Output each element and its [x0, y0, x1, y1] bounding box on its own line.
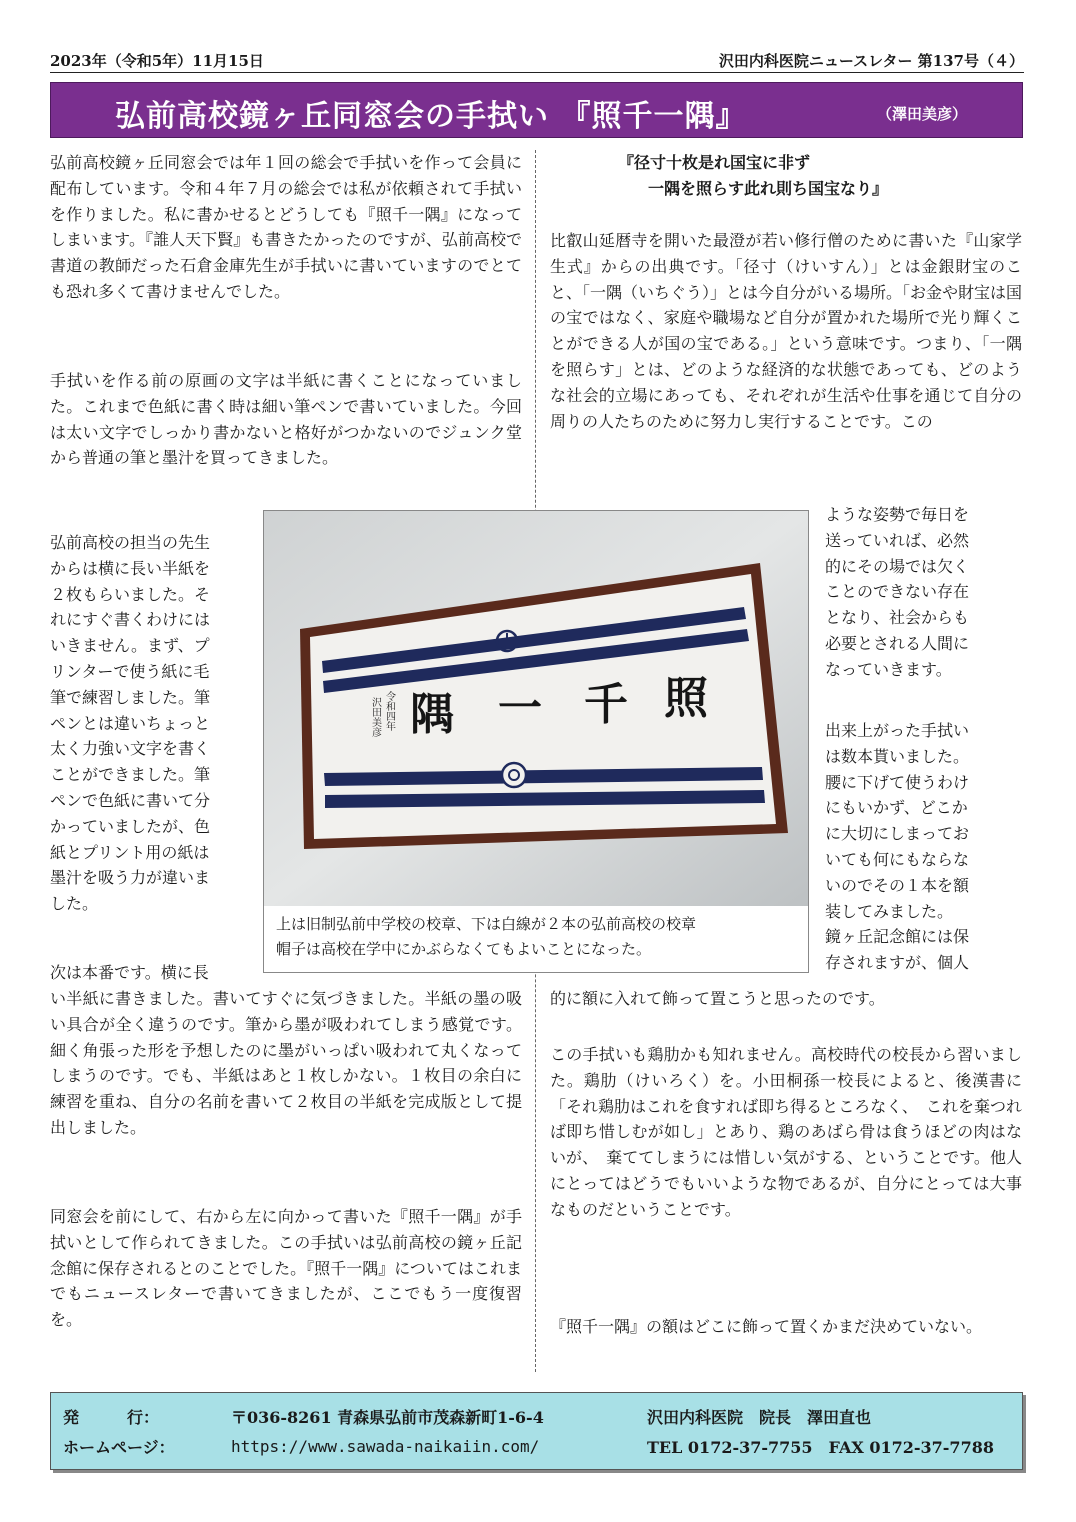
calligraphy-char: 一	[498, 683, 542, 734]
left-paragraph-5: 同窓会を前にして、右から左に向かって書いた『照千一隅』が手拭いとして作られてきました。この手拭いは弘前高校の鏡ヶ丘記念館に保存されるとのことでした。『照千一隅』についてはこれまでもニュースレターで書いてきましたが、ここでもう一度復習を。	[50, 1207, 522, 1330]
right-paragraph-1: 比叡山延暦寺を開いた最澄が若い修行僧のために書いた『山家学生式』からの出典です。「径寸（けいすん）」とは金銀財宝のこと、「一隅（いちぐう）」とは今自分がいる場所。「お金や財宝は国の宝ではなく、家庭や職場など自分が置かれた場所で光り輝くことができる人が国の宝である。」という意味です。つまり、「一隅を照らす」とは、どのような経済的な状態であっても、どのような社会的立場にあっても、それぞれが生活や仕事を通じて自分の周りの人たちのために努力し実行することです。この	[550, 231, 1023, 431]
quote-line-1: 『径寸十枚是れ国宝に非ず	[618, 153, 811, 172]
right-paragraph-3: 出来上がった手拭い は数本貰いました。 腰に下げて使うわけ にもいかず、どこか に大切にしまってお いても何にもならな いのでその１本を額 装してみました。 鏡ヶ丘記念館には保 存されますが、個人	[825, 721, 970, 973]
publisher-label: 発 行：	[63, 1408, 160, 1427]
article-title: 弘前高校鏡ヶ丘同窓会の手拭い 『照千一隅』	[115, 99, 747, 134]
article-title-bar	[50, 82, 1023, 138]
left-paragraph-2: 手拭いを作る前の原画の文字は半紙に書くことになっていました。これまで色紙に書く時は細い筆ペンで書いていました。今回は太い文字でしっかり書かないと格好がつかないのでジュンク堂から普通の筆と墨汁を買ってきました。	[50, 371, 522, 468]
article-author: （澤田美彦）	[877, 105, 968, 123]
left-paragraph-4-start: 次は本番です。横に長	[50, 963, 209, 982]
signature-name: 沢田美彦	[369, 697, 381, 737]
publisher-footer	[50, 1392, 1023, 1470]
homepage-label: ホームページ：	[63, 1438, 175, 1457]
newsletter-issue: 沢田内科医院ニュースレター 第137号（４）	[718, 52, 1024, 70]
right-paragraph-5: 『照千一隅』の額はどこに飾って置くかまだ決めていない。	[550, 1317, 983, 1336]
calligraphy-char: 隅	[410, 689, 454, 740]
publisher-address: 〒036-8261 青森県弘前市茂森新町1-6-4	[231, 1408, 544, 1427]
right-paragraph-3-end: 的に額に入れて飾って置こうと思ったのです。	[550, 989, 885, 1008]
left-paragraph-3: 弘前高校の担当の先生 からは横に長い半紙を ２枚もらいました。そ れにすぐ書くわけには いきません。まず、プ リンターで使う紙に毛 筆で練習しました。筆 ペンとは違いちょっと 太く力強い文字を書く ことができました。筆 ペンで色紙に書いて分 かっていましたが、色 紙とプリント用の紙は 墨汁を吸う力が違いま した。	[50, 533, 211, 914]
calligraphy-char: 照	[664, 673, 708, 724]
newsletter-date: 2023年（令和5年）11月15日	[50, 52, 264, 70]
homepage-link[interactable]: https://www.sawada-naikaiin.com/	[231, 1437, 540, 1456]
quote-line-2: 一隅を照らす此れ則ち国宝なり』	[648, 179, 889, 198]
photo-figure	[263, 510, 809, 973]
clinic-director: 沢田内科医院 院長 澤田直也	[647, 1408, 872, 1427]
contact-phone-fax: TEL 0172-37-7755 FAX 0172-37-7788	[647, 1438, 994, 1457]
signature-date: 令和四年	[383, 691, 395, 731]
right-paragraph-2: ような姿勢で毎日を 送っていれば、必然 的にその場では欠く ことのできない存在 となり、社会からも 必要とされる人間に なっていきます。	[825, 505, 970, 679]
photo-caption: 上は旧制弘前中学校の校章、下は白線が２本の弘前高校の校章 帽子は高校在学中にかぶらなくてもよいことになった。	[276, 915, 697, 958]
calligraphy-char: 千	[584, 679, 628, 730]
left-paragraph-4: い半紙に書きました。書いてすぐに気づきました。半紙の墨の吸い具合が全く違うのです。筆から墨が吸われてしまう感覚です。細く角張った形を予想したのに墨がいっぱい吸われて丸くなってしまうのです。でも、半紙はあと１枚しかない。１枚目の余白に練習を重ね、自分の名前を書いて２枚目の半紙を完成版として提出しました。	[50, 989, 522, 1137]
framed-tenugui-photo	[264, 511, 808, 906]
right-paragraph-4: この手拭いも鶏肋かも知れません。高校時代の校長から習いました。鶏肋（けいろく）を。小田桐孫一校長によると、後漢書に「それ鶏肋はこれを食すれば即ち得るところなく、 これを棄つれば即ち惜しむが如し」とあり、鶏のあばら骨は食うほどの肉はないが、 棄ててしまうには惜しい気がする、ということです。他人にとってはどうでもいいような物であるが、自分にとっては大事なものだということです。	[550, 1045, 1022, 1219]
header-divider	[50, 72, 1024, 73]
left-paragraph-1: 弘前高校鏡ヶ丘同窓会では年１回の総会で手拭いを作って会員に配布しています。令和４年７月の総会では私が依頼されて手拭いを作りました。私に書かせるとどうしても『照千一隅』になってしまいます。『誰人天下賢』も書きたかったのですが、弘前高校で書道の教師だった石倉金庫先生が手拭いに書いていますのでとても恐れ多くて書けませんでした。	[50, 153, 522, 301]
